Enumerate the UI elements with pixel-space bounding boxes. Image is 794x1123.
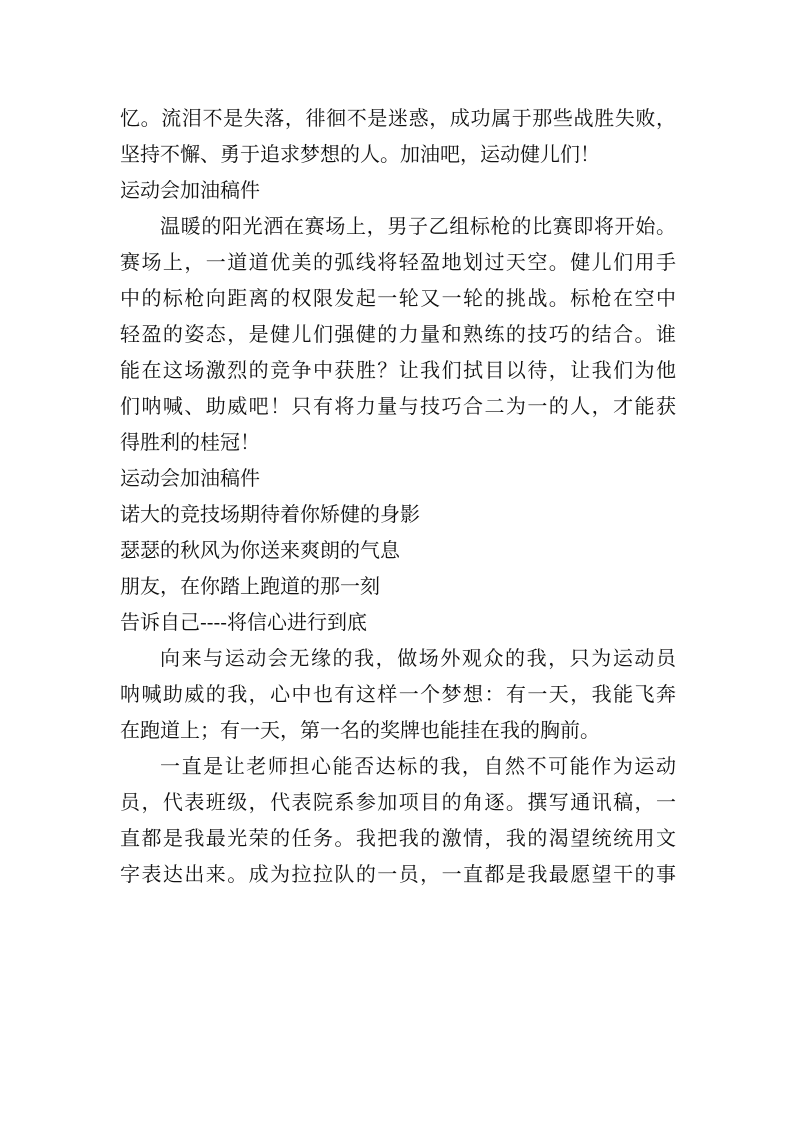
text-line: 向来与运动会无缘的我，做场外观众的我，只为运动员 bbox=[160, 646, 676, 670]
text-line: 忆。流泪不是失落，徘徊不是迷惑，成功属于那些战胜失败， bbox=[120, 106, 676, 130]
text-line: 能在这场激烈的竞争中获胜？让我们拭目以待，让我们为他 bbox=[120, 358, 676, 382]
text-line: 得胜利的桂冠！ bbox=[120, 430, 260, 454]
document-body bbox=[120, 100, 676, 892]
text-line: 一直是让老师担心能否达标的我，自然不可能作为运动 bbox=[160, 754, 676, 778]
poem-line: 告诉自己----将信心进行到底 bbox=[120, 610, 368, 634]
poem-line: 朋友，在你踏上跑道的那一刻 bbox=[120, 574, 380, 598]
text-line: 中的标枪向距离的权限发起一轮又一轮的挑战。标枪在空中 bbox=[120, 286, 676, 310]
section-heading: 运动会加油稿件 bbox=[120, 178, 260, 202]
text-line: 字表达出来。成为拉拉队的一员，一直都是我最愿望干的事 bbox=[120, 862, 676, 886]
text-line: 温暖的阳光洒在赛场上，男子乙组标枪的比赛即将开始。 bbox=[160, 214, 676, 238]
text-line: 在跑道上；有一天，第一名的奖牌也能挂在我的胸前。 bbox=[120, 718, 600, 742]
text-line: 呐喊助威的我，心中也有这样一个梦想：有一天，我能飞奔 bbox=[120, 682, 676, 706]
text-line: 赛场上，一道道优美的弧线将轻盈地划过天空。健儿们用手 bbox=[120, 250, 676, 274]
poem-line: 瑟瑟的秋风为你送来爽朗的气息 bbox=[120, 538, 400, 562]
poem-line: 诺大的竞技场期待着你矫健的身影 bbox=[120, 502, 420, 526]
text-line: 们呐喊、助威吧！只有将力量与技巧合二为一的人，才能获 bbox=[120, 394, 676, 418]
text-line: 直都是我最光荣的任务。我把我的激情，我的渴望统统用文 bbox=[120, 826, 676, 850]
text-line: 坚持不懈、勇于追求梦想的人。加油吧，运动健儿们！ bbox=[120, 142, 600, 166]
section-heading: 运动会加油稿件 bbox=[120, 466, 260, 490]
text-line: 员，代表班级，代表院系参加项目的角逐。撰写通讯稿，一 bbox=[120, 790, 676, 814]
text-line: 轻盈的姿态，是健儿们强健的力量和熟练的技巧的结合。谁 bbox=[120, 322, 676, 346]
